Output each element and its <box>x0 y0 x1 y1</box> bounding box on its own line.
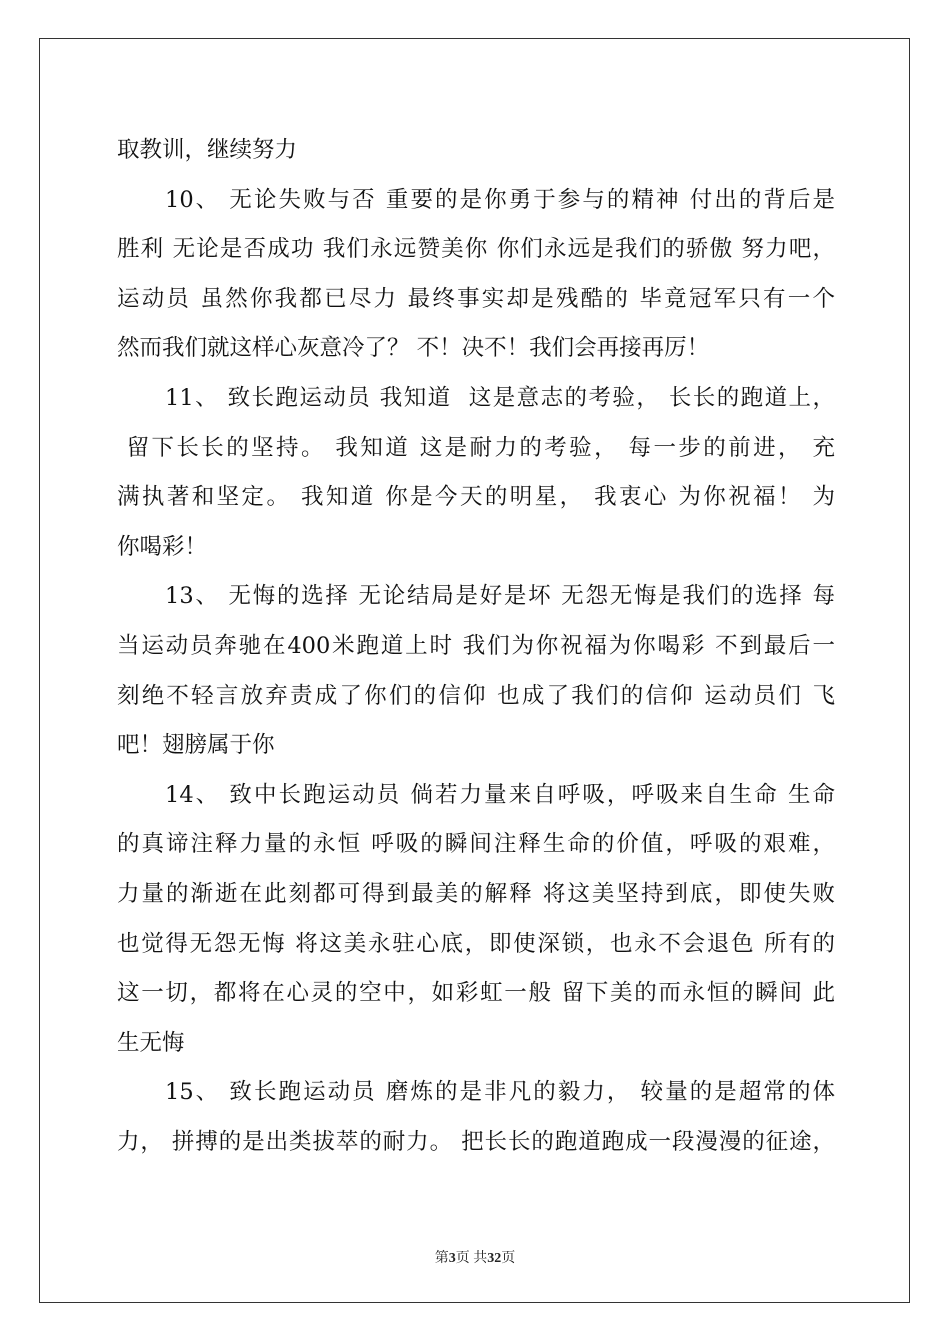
current-page-number: 3 <box>448 1251 456 1266</box>
footer-mid: 页 共 <box>455 1251 488 1266</box>
text-line: 力量的渐逝在此刻都可得到最美的解释 将这美坚持到底，即使失败 <box>117 880 835 907</box>
text-line: 也觉得无怨无悔 将这美永驻心底，即使深锁，也永不会退色 所有的 <box>117 930 835 957</box>
text-line: 的真谛注释力量的永恒 呼吸的瞬间注释生命的价值，呼吸的艰难， <box>117 831 835 858</box>
text-line: 然而我们就这样心灰意冷了？ 不！决不！我们会再接再厉！ <box>117 335 710 362</box>
footer-prefix: 第 <box>434 1251 449 1266</box>
text-line: 14、 致中长跑运动员 倘若力量来自呼吸，呼吸来自生命 生命 <box>165 781 835 808</box>
page-number-footer <box>0 1247 950 1267</box>
text-line: 11、 致长跑运动员 我知道 这是意志的考验， 长长的跑道上， <box>165 384 835 411</box>
text-line: 当运动员奔驰在400米跑道上时 我们为你祝福为你喝彩 不到最后一 <box>117 632 835 659</box>
text-line: 刻绝不轻言放弃责成了你们的信仰 也成了我们的信仰 运动员们 飞 <box>117 682 835 709</box>
text-line: 10、 无论失败与否 重要的是你勇于参与的精神 付出的背后是 <box>165 186 835 213</box>
text-line: 满执著和坚定。 我知道 你是今天的明星， 我衷心 为你祝福！ 为 <box>117 484 835 511</box>
text-line: 留下长长的坚持。 我知道 这是耐力的考验， 每一步的前进， 充 <box>117 434 835 461</box>
text-line: 15、 致长跑运动员 磨炼的是非凡的毅力， 较量的是超常的体 <box>165 1079 835 1106</box>
footer-suffix: 页 <box>501 1251 516 1266</box>
text-line: 力， 拼搏的是出类拔萃的耐力。 把长长的跑道跑成一段漫漫的征途， <box>117 1128 835 1155</box>
text-line: 吧！翅膀属于你 <box>117 732 275 759</box>
text-line: 胜利 无论是否成功 我们永远赞美你 你们永远是我们的骄傲 努力吧， <box>117 236 835 263</box>
text-line: 运动员 虽然你我都已尽力 最终事实却是残酷的 毕竟冠军只有一个 <box>117 285 835 312</box>
text-line: 你喝彩！ <box>117 533 208 560</box>
text-line: 取教训，继续努力 <box>117 137 298 163</box>
text-line: 生无悔 <box>117 1029 185 1056</box>
text-line: 这一切，都将在心灵的空中，如彩虹一般 留下美的而永恒的瞬间 此 <box>117 980 835 1007</box>
total-page-count: 32 <box>487 1251 502 1266</box>
document-body <box>117 126 835 1167</box>
text-line: 13、 无悔的选择 无论结局是好是坏 无怨无悔是我们的选择 每 <box>165 583 835 610</box>
